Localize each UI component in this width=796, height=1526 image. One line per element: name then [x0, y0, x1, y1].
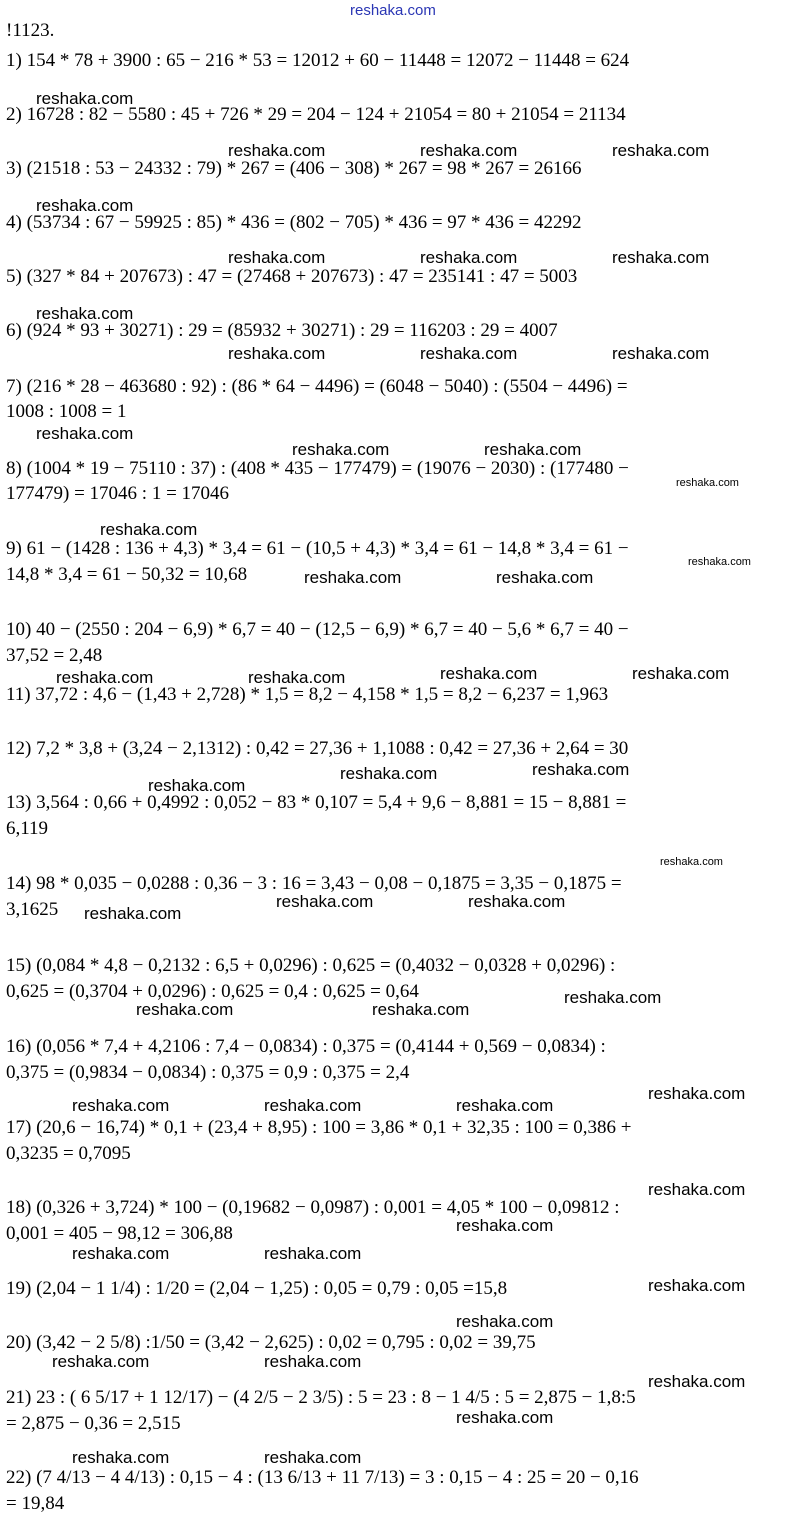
solution-line: = 19,84: [6, 1493, 65, 1514]
watermark: reshaka.com: [648, 1276, 746, 1295]
watermark: reshaka.com: [148, 776, 246, 795]
watermark: reshaka.com: [648, 1084, 746, 1103]
solution-line: 0,001 = 405 − 98,12 = 306,88: [6, 1223, 233, 1244]
watermark: reshaka.com: [36, 89, 134, 108]
watermark: reshaka.com: [660, 856, 723, 868]
solution-line: 37,52 = 2,48: [6, 645, 103, 666]
watermark: reshaka.com: [440, 664, 538, 683]
watermark: reshaka.com: [484, 440, 582, 459]
watermark: reshaka.com: [228, 248, 326, 267]
watermark: reshaka.com: [468, 892, 566, 911]
site-header-mark[interactable]: reshaka.com: [350, 2, 436, 19]
solution-line: 1008 : 1008 = 1: [6, 401, 127, 422]
watermark: reshaka.com: [84, 904, 182, 923]
solution-line: 10) 40 − (2550 : 204 − 6,9) * 6,7 = 40 − (12,5 − 6,9) * 6,7 = 40 − 5,6 * 6,7 = 40 −: [6, 619, 629, 640]
solution-line: 22) (7 4/13 − 4 4/13) : 0,15 − 4 : (13 6/13 + 11 7/13) = 3 : 0,15 − 4 : 25 = 20 − 0,16: [6, 1467, 639, 1488]
solution-line: 8) (1004 * 19 − 75110 : 37) : (408 * 435 − 177479) = (19076 − 2030) : (177480 −: [6, 458, 629, 479]
solution-line: 0,625 = (0,3704 + 0,0296) : 0,625 = 0,4 : 0,625 = 0,64: [6, 981, 419, 1002]
watermark: reshaka.com: [36, 196, 134, 215]
problem-number: !1123.: [6, 20, 55, 41]
watermark: reshaka.com: [648, 1372, 746, 1391]
watermark: reshaka.com: [276, 892, 374, 911]
watermark: reshaka.com: [496, 568, 594, 587]
solution-line: 11) 37,72 : 4,6 − (1,43 + 2,728) * 1,5 = 8,2 − 4,158 * 1,5 = 8,2 − 6,237 = 1,963: [6, 684, 609, 705]
watermark: reshaka.com: [304, 568, 402, 587]
solution-line: 7) (216 * 28 − 463680 : 92) : (86 * 64 − 4496) = (6048 − 5040) : (5504 − 4496) =: [6, 376, 628, 397]
solution-line: 14,8 * 3,4 = 61 − 50,32 = 10,68: [6, 564, 248, 585]
solution-line: 1) 154 * 78 + 3900 : 65 − 216 * 53 = 12012 + 60 − 11448 = 12072 − 11448 = 624: [6, 50, 630, 71]
watermark: reshaka.com: [136, 1000, 234, 1019]
solution-line: 15) (0,084 * 4,8 − 0,2132 : 6,5 + 0,0296) : 0,625 = (0,4032 − 0,0328 + 0,0296) :: [6, 955, 616, 976]
solution-line: 177479) = 17046 : 1 = 17046: [6, 483, 230, 504]
watermark: reshaka.com: [56, 668, 154, 687]
watermark: reshaka.com: [264, 1352, 362, 1371]
watermark: reshaka.com: [248, 668, 346, 687]
watermark: reshaka.com: [612, 344, 710, 363]
watermark: reshaka.com: [228, 344, 326, 363]
solution-line: 3,1625: [6, 899, 59, 920]
watermark: reshaka.com: [456, 1312, 554, 1331]
solution-line: 16) (0,056 * 7,4 + 4,2106 : 7,4 − 0,0834) : 0,375 = (0,4144 + 0,569 − 0,0834) :: [6, 1036, 606, 1057]
solution-line: 20) (3,42 − 2 5/8) :1/50 = (3,42 − 2,625) : 0,02 = 0,795 : 0,02 = 39,75: [6, 1332, 536, 1353]
solution-line: 13) 3,564 : 0,66 + 0,4992 : 0,052 − 83 * 0,107 = 5,4 + 9,6 − 8,881 = 15 − 8,881 =: [6, 792, 627, 813]
watermark: reshaka.com: [420, 141, 518, 160]
watermark: reshaka.com: [36, 424, 134, 443]
watermark: reshaka.com: [676, 477, 739, 489]
solution-line: 4) (53734 : 67 − 59925 : 85) * 436 = (802 − 705) * 436 = 97 * 436 = 42292: [6, 212, 582, 233]
solution-line: 6,119: [6, 818, 49, 839]
watermark: reshaka.com: [72, 1096, 170, 1115]
solution-line: 21) 23 : ( 6 5/17 + 1 12/17) − (4 2/5 − 2 3/5) : 5 = 23 : 8 − 1 4/5 : 5 = 2,875 − 1,8:5: [6, 1387, 636, 1408]
watermark: reshaka.com: [228, 141, 326, 160]
solution-line: 12) 7,2 * 3,8 + (3,24 − 2,1312) : 0,42 = 27,36 + 1,1088 : 0,42 = 27,36 + 2,64 = 30: [6, 738, 629, 759]
solution-line: 19) (2,04 − 1 1/4) : 1/20 = (2,04 − 1,25) : 0,05 = 0,79 : 0,05 =15,8: [6, 1278, 508, 1299]
watermark: reshaka.com: [564, 988, 662, 1007]
watermark: reshaka.com: [612, 248, 710, 267]
watermark: reshaka.com: [456, 1408, 554, 1427]
watermark: reshaka.com: [688, 556, 751, 568]
solution-line: 5) (327 * 84 + 207673) : 47 = (27468 + 207673) : 47 = 235141 : 47 = 5003: [6, 266, 578, 287]
solution-line: 0,375 = (0,9834 − 0,0834) : 0,375 = 0,9 : 0,375 = 2,4: [6, 1062, 410, 1083]
solution-line: 3) (21518 : 53 − 24332 : 79) * 267 = (406 − 308) * 267 = 98 * 267 = 26166: [6, 158, 582, 179]
watermark: reshaka.com: [72, 1448, 170, 1467]
solution-line: 14) 98 * 0,035 − 0,0288 : 0,36 − 3 : 16 = 3,43 − 0,08 − 0,1875 = 3,35 − 0,1875 =: [6, 873, 622, 894]
watermark: reshaka.com: [292, 440, 390, 459]
watermark: reshaka.com: [632, 664, 730, 683]
watermark: reshaka.com: [340, 764, 438, 783]
solution-line: 9) 61 − (1428 : 136 + 4,3) * 3,4 = 61 − (10,5 + 4,3) * 3,4 = 61 − 14,8 * 3,4 = 61 −: [6, 538, 629, 559]
watermark: reshaka.com: [456, 1096, 554, 1115]
watermark: reshaka.com: [264, 1096, 362, 1115]
solution-line: 17) (20,6 − 16,74) * 0,1 + (23,4 + 8,95) : 100 = 3,86 * 0,1 + 32,35 : 100 = 0,386 +: [6, 1117, 632, 1138]
watermark: reshaka.com: [372, 1000, 470, 1019]
watermark: reshaka.com: [264, 1448, 362, 1467]
solution-line: 0,3235 = 0,7095: [6, 1143, 131, 1164]
watermark: reshaka.com: [36, 304, 134, 323]
watermark: reshaka.com: [456, 1216, 554, 1235]
watermark: reshaka.com: [532, 760, 630, 779]
watermark: reshaka.com: [264, 1244, 362, 1263]
watermark: reshaka.com: [612, 141, 710, 160]
watermark: reshaka.com: [420, 248, 518, 267]
solution-line: 18) (0,326 + 3,724) * 100 − (0,19682 − 0,0987) : 0,001 = 4,05 * 100 − 0,09812 :: [6, 1197, 620, 1218]
watermark: reshaka.com: [52, 1352, 150, 1371]
solution-line: = 2,875 − 0,36 = 2,515: [6, 1413, 181, 1434]
watermark: reshaka.com: [72, 1244, 170, 1263]
watermark: reshaka.com: [100, 520, 198, 539]
solution-line: 2) 16728 : 82 − 5580 : 45 + 726 * 29 = 204 − 124 + 21054 = 80 + 21054 = 21134: [6, 104, 626, 125]
watermark: reshaka.com: [648, 1180, 746, 1199]
solution-line: 6) (924 * 93 + 30271) : 29 = (85932 + 30271) : 29 = 116203 : 29 = 4007: [6, 320, 558, 341]
watermark: reshaka.com: [420, 344, 518, 363]
